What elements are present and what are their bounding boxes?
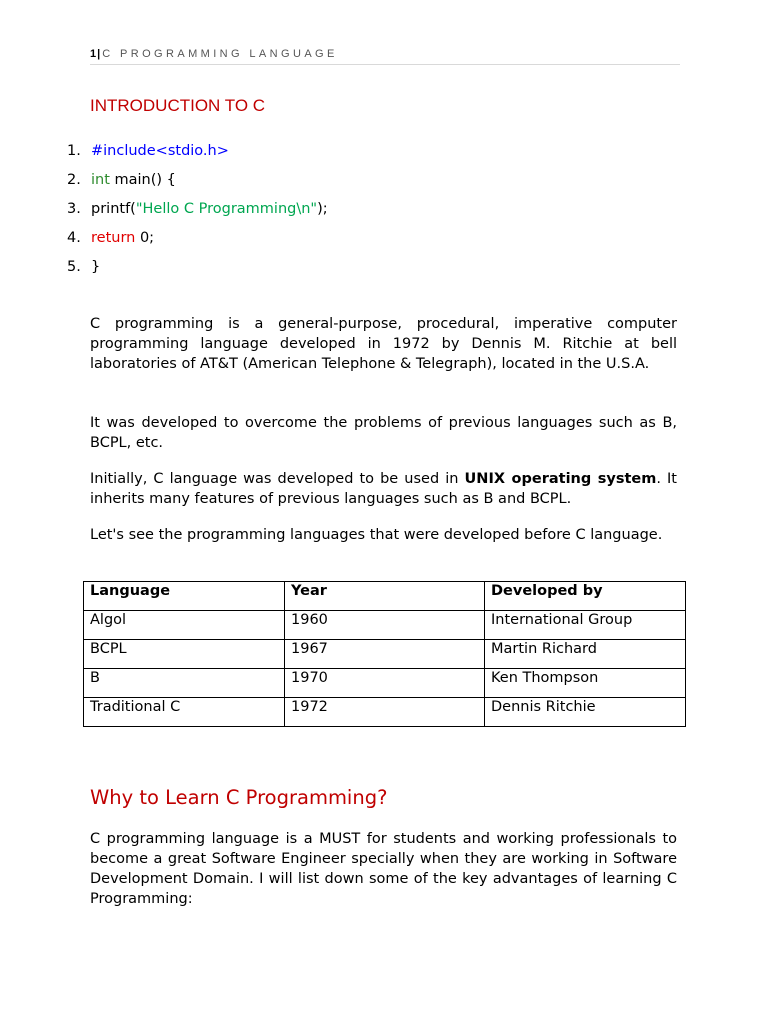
- code-token: printf(: [91, 201, 136, 217]
- code-text: [91, 227, 154, 249]
- table-cell: Martin Richard: [485, 640, 686, 669]
- table-cell: Ken Thompson: [485, 669, 686, 698]
- page-header: [90, 48, 680, 65]
- paragraph-unix: [90, 469, 677, 509]
- table-cell: B: [84, 669, 285, 698]
- header-separator: |: [97, 48, 103, 60]
- paragraph-purpose: It was developed to overcome the problems of previous languages such as B, BCPL, etc.: [90, 415, 677, 451]
- line-number: 5.: [67, 259, 81, 275]
- line-number: 1.: [67, 143, 81, 159]
- table-header-cell: Year: [285, 582, 485, 611]
- code-token: }: [91, 259, 101, 275]
- table-row: [84, 611, 686, 640]
- why-learn-heading: Why to Learn C Programming?: [90, 786, 388, 809]
- code-token: );: [317, 201, 328, 217]
- paragraph-text: . It inherits many features of previous languages such as B and BCPL.: [90, 471, 677, 507]
- code-token: return: [91, 230, 136, 246]
- code-token: main() {: [109, 172, 176, 188]
- table-row: [84, 669, 686, 698]
- table-cell: BCPL: [84, 640, 285, 669]
- table-header-cell: Developed by: [485, 582, 686, 611]
- line-number: 3.: [67, 201, 81, 217]
- code-text: [91, 256, 100, 278]
- table-cell: Algol: [84, 611, 285, 640]
- line-number: 2.: [67, 172, 81, 188]
- table-cell: Traditional C: [84, 698, 285, 727]
- table-header-cell: Language: [84, 582, 285, 611]
- code-text: [91, 140, 229, 162]
- intro-heading: INTRODUCTION TO C: [90, 96, 266, 115]
- code-token: int: [91, 172, 110, 188]
- table-row: [84, 698, 686, 727]
- table-cell: 1970: [285, 669, 485, 698]
- line-number: 4.: [67, 230, 81, 246]
- code-token: "Hello C Programming\n": [135, 201, 318, 217]
- table-cell: 1972: [285, 698, 485, 727]
- paragraph-why-learn: C programming language is a MUST for students and working professionals to become a great Software Engineer specially when they are working in Software Development Domain. I will list down some of the key advantages of learning C Programming:: [90, 831, 677, 907]
- languages-table: [83, 581, 686, 727]
- table-cell: 1960: [285, 611, 485, 640]
- paragraph-table-intro: Let's see the programming languages that were developed before C language.: [90, 527, 663, 543]
- page-number: 1: [90, 48, 98, 60]
- table-cell: International Group: [485, 611, 686, 640]
- code-token: #include<stdio.h>: [91, 143, 229, 159]
- header-title: C PROGRAMMING LANGUAGE: [102, 48, 338, 60]
- code-token: 0;: [135, 230, 155, 246]
- code-text: [91, 198, 328, 220]
- table-cell: Dennis Ritchie: [485, 698, 686, 727]
- paragraph-intro: C programming is a general-purpose, procedural, imperative computer programming language developed in 1972 by Dennis M. Ritchie at bell laboratories of AT&T (American Telephone & Telegraph), located in the U.S.A.: [90, 316, 677, 372]
- paragraph-text: Initially, C language was developed to be used in: [90, 471, 465, 487]
- table-header-row: [84, 582, 686, 611]
- table-row: [84, 640, 686, 669]
- table-cell: 1967: [285, 640, 485, 669]
- unix-emphasis: UNIX operating system: [464, 471, 657, 487]
- code-text: [91, 169, 176, 191]
